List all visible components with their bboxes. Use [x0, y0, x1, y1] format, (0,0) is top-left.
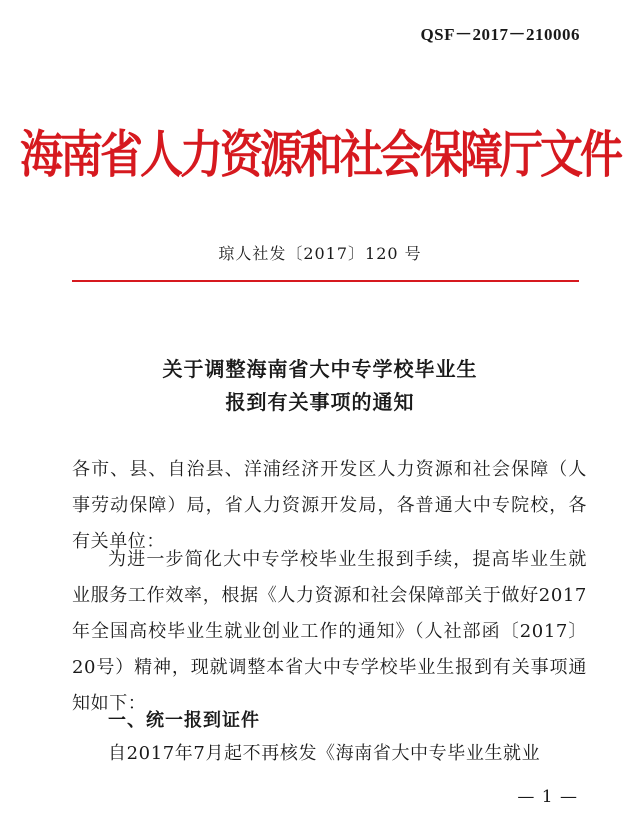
paragraph-2-text: 自2017年7月起不再核发《海南省大中专毕业生就业 — [108, 743, 541, 764]
document-number: 琼人社发〔2017〕120 号 — [218, 244, 422, 263]
issuing-authority-masthead: 海南省人力资源和社会保障厅文件 — [20, 126, 620, 185]
document-title-line-2: 报到有关事项的通知 — [225, 390, 415, 414]
paragraph-1 — [72, 542, 587, 722]
red-divider-line — [72, 280, 579, 282]
page-number: — 1 — — [517, 787, 578, 807]
document-code: QSF－2017－210006 — [420, 25, 580, 44]
section-heading-1: 一、统一报到证件 — [108, 710, 260, 731]
document-title-line-1: 关于调整海南省大中专学校毕业生 — [162, 357, 478, 381]
paragraph-2 — [72, 736, 587, 772]
addressee-text: 各市、县、自治县、洋浦经济开发区人力资源和社会保障（人事劳动保障）局，省人力资源开发局，各普通大中专院校，各有关单位： — [72, 459, 587, 552]
paragraph-1-text: 为进一步简化大中专学校毕业生报到手续，提高毕业生就业服务工作效率，根据《人力资源和社会保障部关于做好2017年全国高校毕业生就业创业工作的通知》（人社部函〔2017〕20号）精神，现就调整本省大中专学校毕业生报到有关事项通知如下： — [72, 549, 587, 714]
